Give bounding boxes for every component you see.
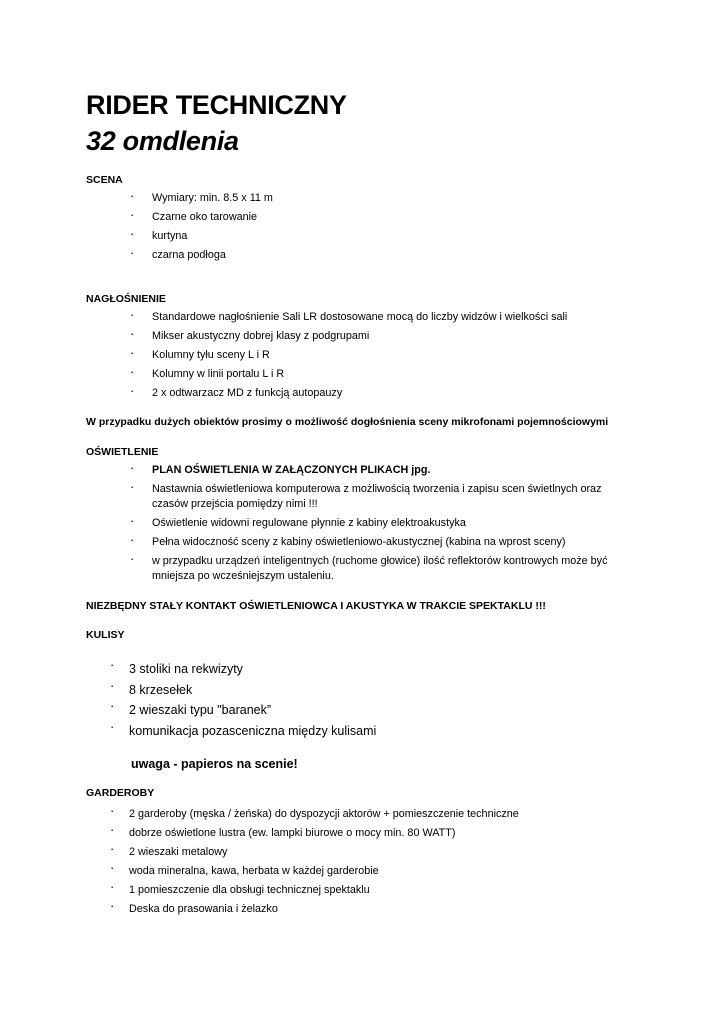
bullet-icon: · [110,698,115,714]
list-item: · 2 x odtwarzacz MD z funkcją autopauzy [130,383,343,399]
section-heading-oswietlenie: OŚWIETLENIE [86,446,159,458]
bullet-icon: · [110,719,115,735]
bullet-icon: · [130,326,135,341]
document-title: RIDER TECHNICZNY [86,90,347,120]
list-item: · dobrze oświetlone lustra (ew. lampki biurowe o mocy min. 80 WATT) [110,821,456,839]
list-item: · 3 stoliki na rekwizyty [110,657,243,676]
list-item: · 8 krzesełek [110,677,193,697]
bullet-icon: · [130,513,135,528]
list-item: · PLAN OŚWIETLENIA W ZAŁĄCZONYCH PLIKACH jpg. [130,460,431,476]
bullet-icon: · [130,460,135,475]
list-item: · Oświetlenie widowni regulowane płynnie z kabiny elektroakustyka [130,513,466,529]
bullet-icon: · [130,551,135,566]
kulisy-warning: uwaga - papieros na scenie! [131,757,298,771]
bullet-icon: · [130,188,135,203]
kulisy-list [110,657,609,742]
section-heading-garderoby: GARDEROBY [86,787,155,799]
scena-list [130,188,632,263]
list-item: · Kolumny tyłu sceny L i R [130,345,270,361]
list-item: · Czarne oko tarowanie [130,207,258,223]
list-item: · Pełna widoczność sceny z kabiny oświetleniowo-akustycznej (kabina na wprost sceny) [130,532,566,548]
bullet-icon: · [110,657,115,672]
list-item: · czarna podłoga [130,245,226,261]
naglosnienie-list [130,307,632,401]
bullet-icon: · [130,245,135,260]
document-subtitle: 32 omdlenia [86,126,239,156]
bullet-icon: · [110,803,115,818]
oswietlenie-list [130,460,632,584]
list-item: · Wymiary: min. 8.5 x 11 m [130,188,273,204]
bullet-icon: · [130,479,135,494]
bullet-icon: · [110,821,115,837]
bullet-icon: · [110,840,115,856]
bullet-icon: · [130,532,135,547]
list-item: · Standardowe nagłośnienie Sali LR dostosowane mocą do liczby widzów i wielkości sali [130,307,568,323]
section-heading-naglosnienie: NAGŁOŚNIENIE [86,293,166,305]
bullet-icon: · [130,307,135,322]
oswietlenie-note: NIEZBĘDNY STAŁY KONTAKT OŚWIETLENIOWCA I AKUSTYKA W TRAKCIE SPEKTAKLU !!! [86,600,546,612]
list-item: · kurtyna [130,226,188,242]
bullet-icon: · [110,897,115,913]
list-item: · komunikacja pozasceniczna między kulisami [110,719,377,739]
list-item: · Kolumny w linii portalu L i R [130,364,285,380]
list-item: · Deska do prasowania i żelazko [110,897,278,915]
bullet-icon: · [110,859,115,875]
bullet-icon: · [110,878,115,894]
list-item: · Nastawnia oświetleniowa komputerowa z możliwością tworzenia i zapisu scen świetlnych oraz czasów przejścia pomiędzy nimi !!! [130,479,602,510]
section-heading-kulisy: KULISY [86,629,125,641]
bullet-icon: · [130,383,135,398]
list-item: · 2 wieszaki typu "baranek” [110,698,272,718]
list-item: · 2 wieszaki metalowy [110,840,228,858]
list-item: · w przypadku urządzeń inteligentnych (ruchome głowice) ilość reflektorów kontrowych może być mniejsza po wcześniejszym ustaleniu. [130,551,608,582]
list-item: · woda mineralna, kawa, herbata w każdej garderobie [110,859,379,877]
list-item: · 2 garderoby (męska / żeńska) do dyspozycji aktorów + pomieszczenie techniczne [110,803,519,820]
bullet-icon: · [110,677,115,693]
bullet-icon: · [130,364,135,379]
bullet-icon: · [130,345,135,360]
garderoby-list [110,803,649,918]
list-item: · Mikser akustyczny dobrej klasy z podgrupami [130,326,370,342]
list-item: · 1 pomieszczenie dla obsługi technicznej spektaklu [110,878,370,896]
naglosnienie-note: W przypadku dużych obiektów prosimy o możliwość dogłośnienia sceny mikrofonami pojemnościowymi [86,416,609,428]
bullet-icon: · [130,207,135,222]
section-heading-scena: SCENA [86,174,123,186]
bullet-icon: · [130,226,135,241]
